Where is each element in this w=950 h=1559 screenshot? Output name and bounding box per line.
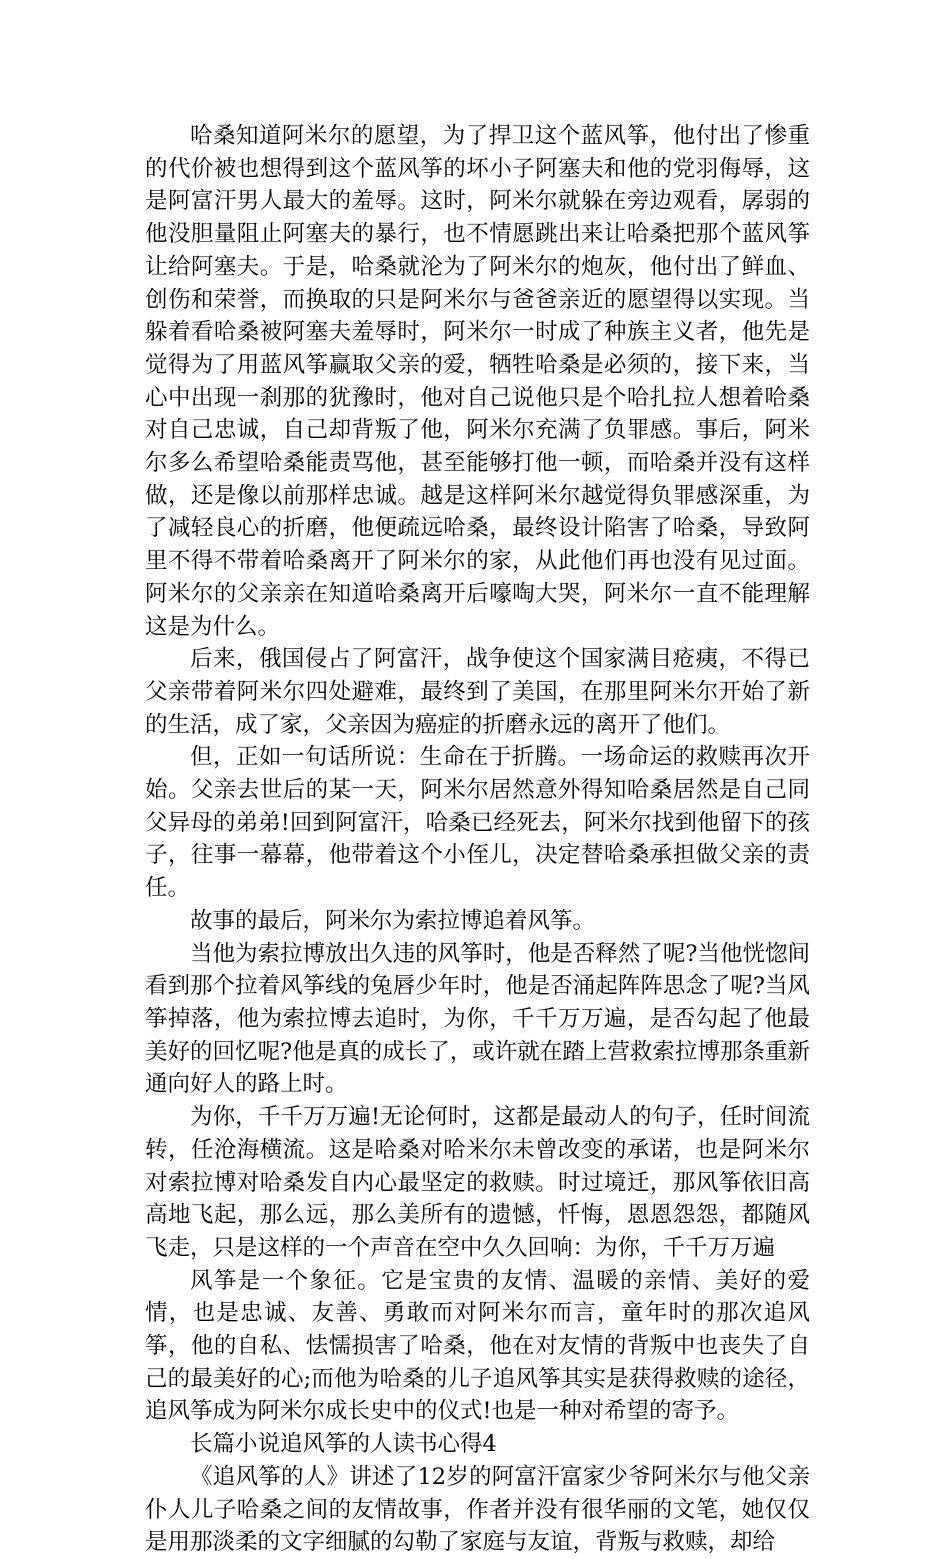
paragraph-soviet-invasion: 后来，俄国侵占了阿富汗，战争使这个国家满目疮痍，不得已父亲带着阿米尔四处避难，最终到了美国，在那里阿米尔开始了新的生活，成了家，父亲因为癌症的折磨永远的离开了他们。: [145, 646, 810, 738]
paragraph-for-you-thousand-times: 为你，千千万万遍!无论何时，这都是最动人的句子，任时间流转，任沧海横流。这是哈桑对哈米尔未曾改变的承诺，也是阿米尔对索拉博对哈桑发自内心最坚定的救赎。时过境迁，那风筝依旧高高地飞起，那么远，那么美所有的遗憾，忏悔，恩恩怨怨，都随风飞走，只是这样的一个声音在空中久久回响：为你，千千万万遍: [145, 1104, 810, 1261]
paragraph-story-ending: 故事的最后，阿米尔为索拉博追着风筝。: [190, 907, 596, 934]
section-heading: 长篇小说追风筝的人读书心得4: [190, 1431, 497, 1458]
paragraph-kite-symbol: 风筝是一个象征。它是宝贵的友情、温暖的亲情、美好的爱情，也是忠诚、友善、勇敢而对阿米尔而言，童年时的那次追风筝，他的自私、怯懦损害了哈桑，他在对友情的背叛中也丧失了自己的最美好的心;而他为哈桑的儿子追风筝其实是获得救赎的途径，追风筝成为阿米尔成长史中的仪式!也是一种对希望的寄予。: [145, 1267, 810, 1425]
paragraph-hassan-kite-sacrifice: 哈桑知道阿米尔的愿望，为了捍卫这个蓝风筝，他付出了惨重的代价被也想得到这个蓝风筝的坏小子阿塞夫和他的党羽侮辱，这是阿富汗男人最大的羞辱。这时，阿米尔就躲在旁边观看，孱弱的他没胆量阻止阿塞夫的暴行，也不情愿跳出来让哈桑把那个蓝风筝让给阿塞夫。于是，哈桑就沦为了阿米尔的炮灰，他付出了鲜血、创伤和荣誉，而换取的只是阿米尔与爸爸亲近的愿望得以实现。当躲着看哈桑被阿塞夫羞辱时，阿米尔一时成了种族主义者，他先是觉得为了用蓝风筝赢取父亲的爱，牺牲哈桑是必须的，接下来，当心中出现一刹那的犹豫时，他对自己说他只是个哈扎拉人想着哈桑对自己忠诚，自己却背叛了他，阿米尔充满了负罪感。事后，阿米尔多么希望哈桑能责骂他，甚至能够打他一顿，而哈桑并没有这样做，还是像以前那样忠诚。越是这样阿米尔越觉得负罪感深重，为了减轻良心的折磨，他便疏远哈桑，最终设计陷害了哈桑，导致阿里不得不带着哈桑离开了阿米尔的家，从此他们再也没有见过面。阿米尔的父亲亲在知道哈桑离开后嚎啕大哭，阿米尔一直不能理解这是为什么。: [145, 123, 810, 640]
document-page: [145, 120, 810, 1559]
paragraph-redemption-begins: 但，正如一句话所说：生命在于折腾。一场命运的救赎再次开始。父亲去世后的某一天，阿米尔居然意外得知哈桑居然是自己同父异母的弟弟!回到阿富汗，哈桑已经死去，阿米尔找到他留下的孩子，往事一幕幕，他带着这个小侄儿，决定替哈桑承担做父亲的责任。: [145, 744, 810, 902]
paragraph-sohrab-kite: 当他为索拉博放出久违的风筝时，他是否释然了呢?当他恍惚间看到那个拉着风筝线的兔唇少年时，他是否涌起阵阵思念了呢?当风筝掉落，他为索拉博去追时，为你，千千万万遍，是否勾起了他最美好的回忆呢?他是真的成长了，或许就在踏上营救索拉博那条重新通向好人的路上时。: [145, 940, 810, 1098]
paragraph-book-intro: 《追风筝的人》讲述了12岁的阿富汗富家少爷阿米尔与他父亲仆人儿子哈桑之间的友情故事，作者并没有很华丽的文笔，她仅仅是用那淡柔的文字细腻的勾勒了家庭与友谊，背叛与救赎，却给: [145, 1463, 810, 1556]
